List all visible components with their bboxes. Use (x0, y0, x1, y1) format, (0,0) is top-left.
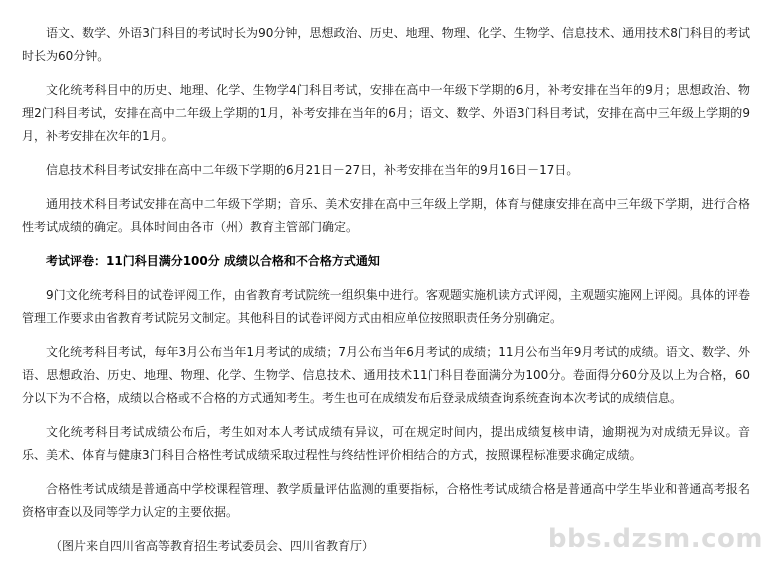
paragraph-grading-process: 9门文化统考科目的试卷评阅工作，由省教育考试院统一组织集中进行。客观题实施机读方式评阅，主观题实施网上评阅。具体的评卷管理工作要求由省教育考试院另文制定。其他科目的试卷评阅方式由相应单位按照职责任务分别确定。 (22, 288, 750, 325)
paragraph-score-review: 文化统考科目考试成绩公布后，考生如对本人考试成绩有异议，可在规定时间内，提出成绩复核申请，逾期视为对成绩无异议。音乐、美术、体育与健康3门科目合格性考试成绩采取过程性与终结性评价相结合的方式，按照课程标准要求确定成绩。 (22, 425, 750, 462)
paragraph-score-release: 文化统考科目考试，每年3月公布当年1月考试的成绩；7月公布当年6月考试的成绩；11月公布当年9月考试的成绩。语文、数学、外语、思想政治、历史、地理、物理、化学、生物学、信息技术、通用技术11门科目卷面满分为100分。卷面得分60分及以上为合格，60分以下为不合格，成绩以合格或不合格的方式通知考生。考生也可在成绩发布后登录成绩查询系统查询本次考试的成绩信息。 (22, 345, 750, 405)
paragraph-culture-exam-schedule: 文化统考科目中的历史、地理、化学、生物学4门科目考试，安排在高中一年级下学期的6月，补考安排在当年的9月；思想政治、物理2门科目考试，安排在高中二年级上学期的1月，补考安排在当年的6月；语文、数学、外语3门科目考试，安排在高中三年级上学期的9月，补考安排在次年的1月。 (22, 83, 750, 143)
site-watermark: bbs.dzsm.com (547, 524, 763, 554)
paragraph-general-tech-schedule: 通用技术科目考试安排在高中二年级下学期；音乐、美术安排在高中三年级上学期，体育与健康安排在高中三年级下学期，进行合格性考试成绩的确定。具体时间由各市（州）教育主管部门确定。 (22, 197, 750, 234)
section-heading-grading: 考试评卷：11门科目满分100分 成绩以合格和不合格方式通知 (46, 254, 380, 268)
paragraph-exam-duration: 语文、数学、外语3门科目的考试时长为90分钟，思想政治、历史、地理、物理、化学、生物学、信息技术、通用技术8门科目的考试时长为60分钟。 (22, 26, 750, 63)
article-body (22, 22, 750, 557)
paragraph-score-usage: 合格性考试成绩是普通高中学校课程管理、教学质量评估监测的重要指标，合格性考试成绩合格是普通高中学生毕业和普通高考报名资格审查以及同等学力认定的主要依据。 (22, 482, 750, 519)
image-source-caption: （图片来自四川省高等教育招生考试委员会、四川省教育厅） (50, 539, 375, 553)
paragraph-it-exam-schedule: 信息技术科目考试安排在高中二年级下学期的6月21日－27日，补考安排在当年的9月16日－17日。 (46, 163, 579, 177)
